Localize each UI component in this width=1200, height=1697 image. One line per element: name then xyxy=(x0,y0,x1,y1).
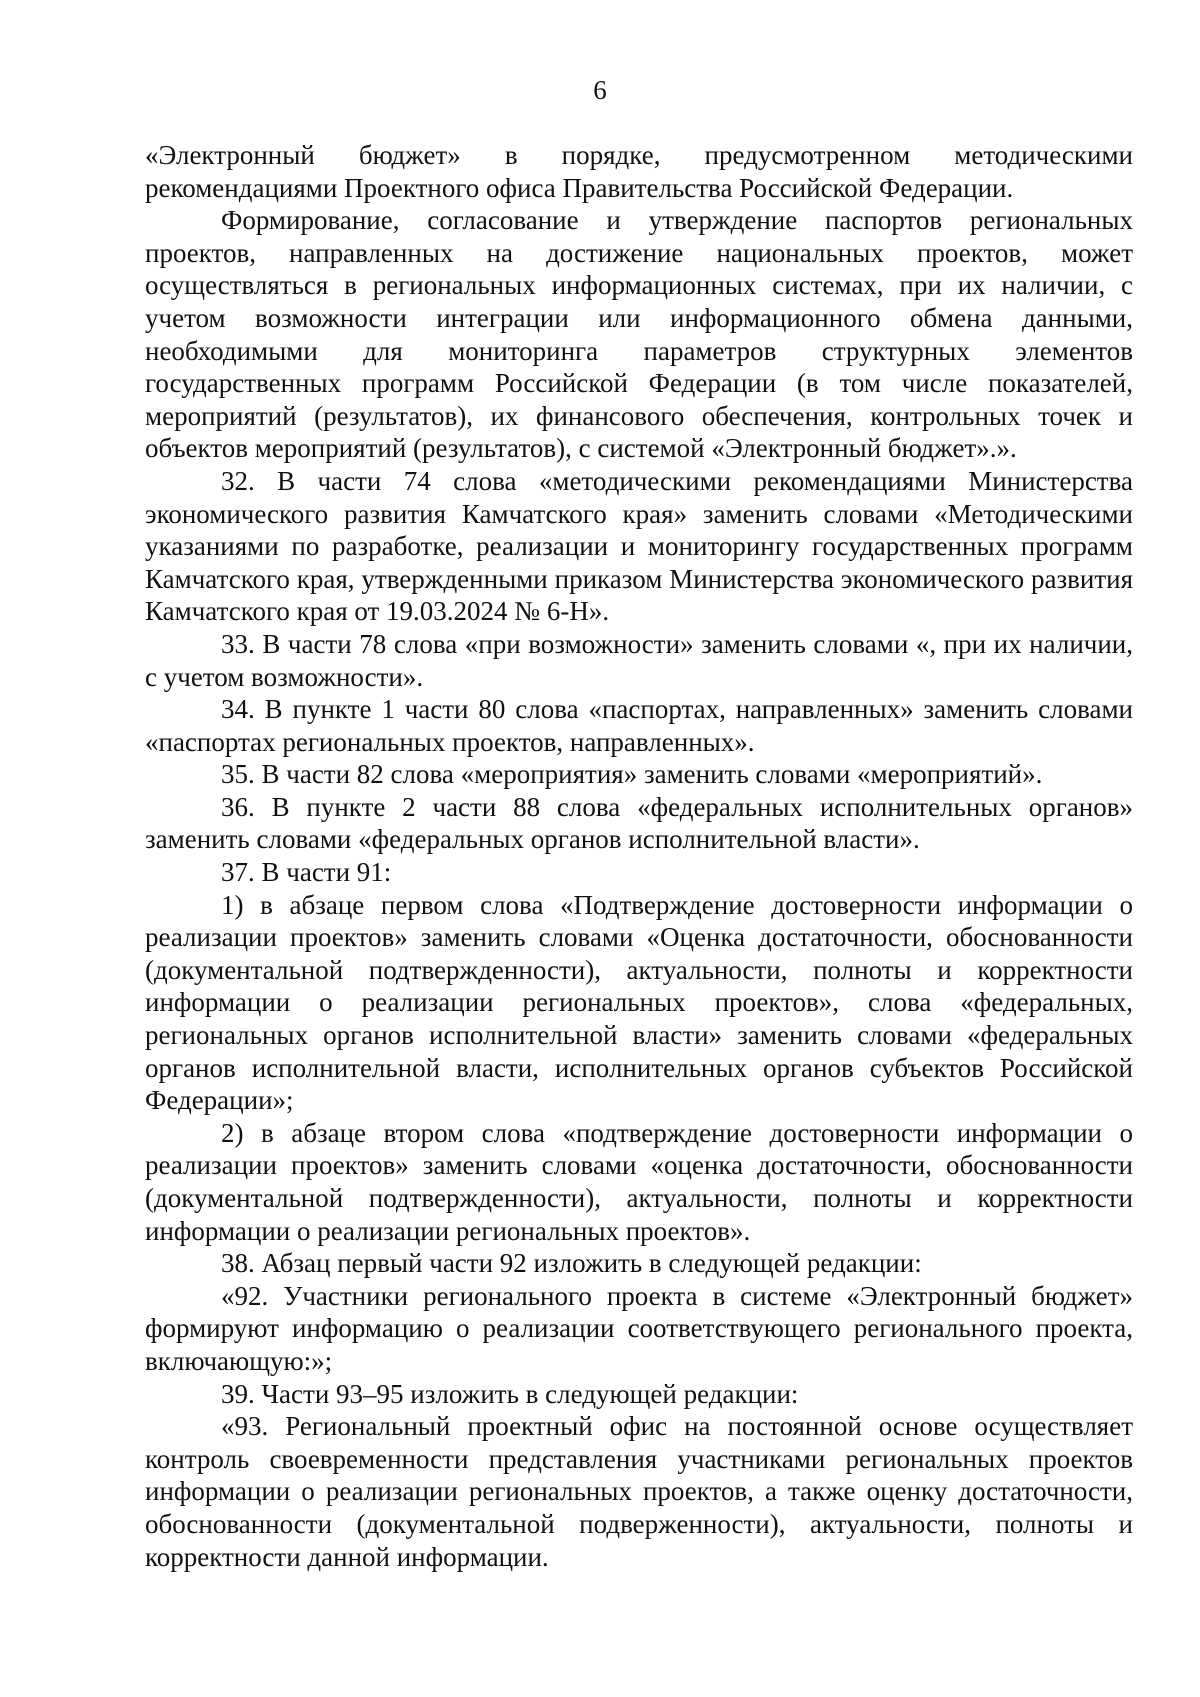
paragraph-item-32: 32. В части 74 слова «методическими рекомендациями Министерства экономического развития Камчатского края» заменить словами «Методическими указаниями по разработке, реализации и мониторингу государственных программ Камчатского края, утвержденными приказом Министерства экономического развития Камчатского края от 19.03.2024 № 6-Н». xyxy=(145,465,1133,627)
paragraph: Формирование, согласование и утверждение паспортов региональных проектов, направленных на достижение национальных проектов, может осуществляться в региональных информационных системах, при их наличии, с учетом возможности интеграции или информационного обмена данными, необходимыми для мониторинга параметров структурных элементов государственных программ Российской Федерации (в том числе показателей, мероприятий (результатов), их финансового обеспечения, контрольных точек и объектов мероприятий (результатов), с системой «Электронный бюджет».». xyxy=(145,205,1133,464)
paragraph-item-38: 38. Абзац первый части 92 изложить в следующей редакции: xyxy=(221,1248,922,1279)
paragraph-item-39: 39. Части 93–95 изложить в следующей редакции: xyxy=(221,1378,799,1409)
paragraph-item-37-1: 1) в абзаце первом слова «Подтверждение достоверности информации о реализации проектов» заменить словами «Оценка достаточности, обоснованности (документальной подтвержденности), актуальности, полноты и корректности информации о реализации региональных проектов», слова «федеральных, региональных органов исполнительной власти» заменить словами «федеральных органов исполнительной власти, исполнительных органов субъектов Российской Федерации»; xyxy=(145,889,1133,1116)
paragraph-item-34: 34. В пункте 1 части 80 слова «паспортах, направленных» заменить словами «паспортах региональных проектов, направленных». xyxy=(145,694,1133,757)
paragraph: «Электронный бюджет» в порядке, предусмотренном методическими рекомендациями Проектного офиса Правительства Российской Федерации. xyxy=(145,140,1133,203)
page-number: 6 xyxy=(593,75,607,105)
paragraph-item-37-2: 2) в абзаце втором слова «подтверждение достоверности информации о реализации проектов» заменить словами «оценка достаточности, обоснованности (документальной подтвержденности), актуальности, полноты и корректности информации о реализации региональных проектов». xyxy=(145,1117,1133,1246)
paragraph-item-37: 37. В части 91: xyxy=(221,857,392,888)
paragraph-quote-93: «93. Региональный проектный офис на постоянной основе осуществляет контроль своевременности представления участниками региональных проектов информации о реализации региональных проектов, а также оценку достаточности, обоснованности (документальной подверженности), актуальности, полноты и корректности данной информации. xyxy=(145,1411,1133,1572)
paragraph-item-33: 33. В части 78 слова «при возможности» заменить словами «, при их наличии, с учетом возможности». xyxy=(145,628,1133,692)
paragraph-item-35: 35. В части 82 слова «мероприятия» заменить словами «мероприятий». xyxy=(221,759,1043,790)
paragraph-item-36: 36. В пункте 2 части 88 слова «федеральных исполнительных органов» заменить словами «федеральных органов исполнительной власти». xyxy=(145,791,1133,855)
paragraph-quote-92: «92. Участники регионального проекта в системе «Электронный бюджет» формируют информацию о реализации соответствующего регионального проекта, включающую:»; xyxy=(145,1280,1133,1376)
document-body xyxy=(145,139,1133,1573)
